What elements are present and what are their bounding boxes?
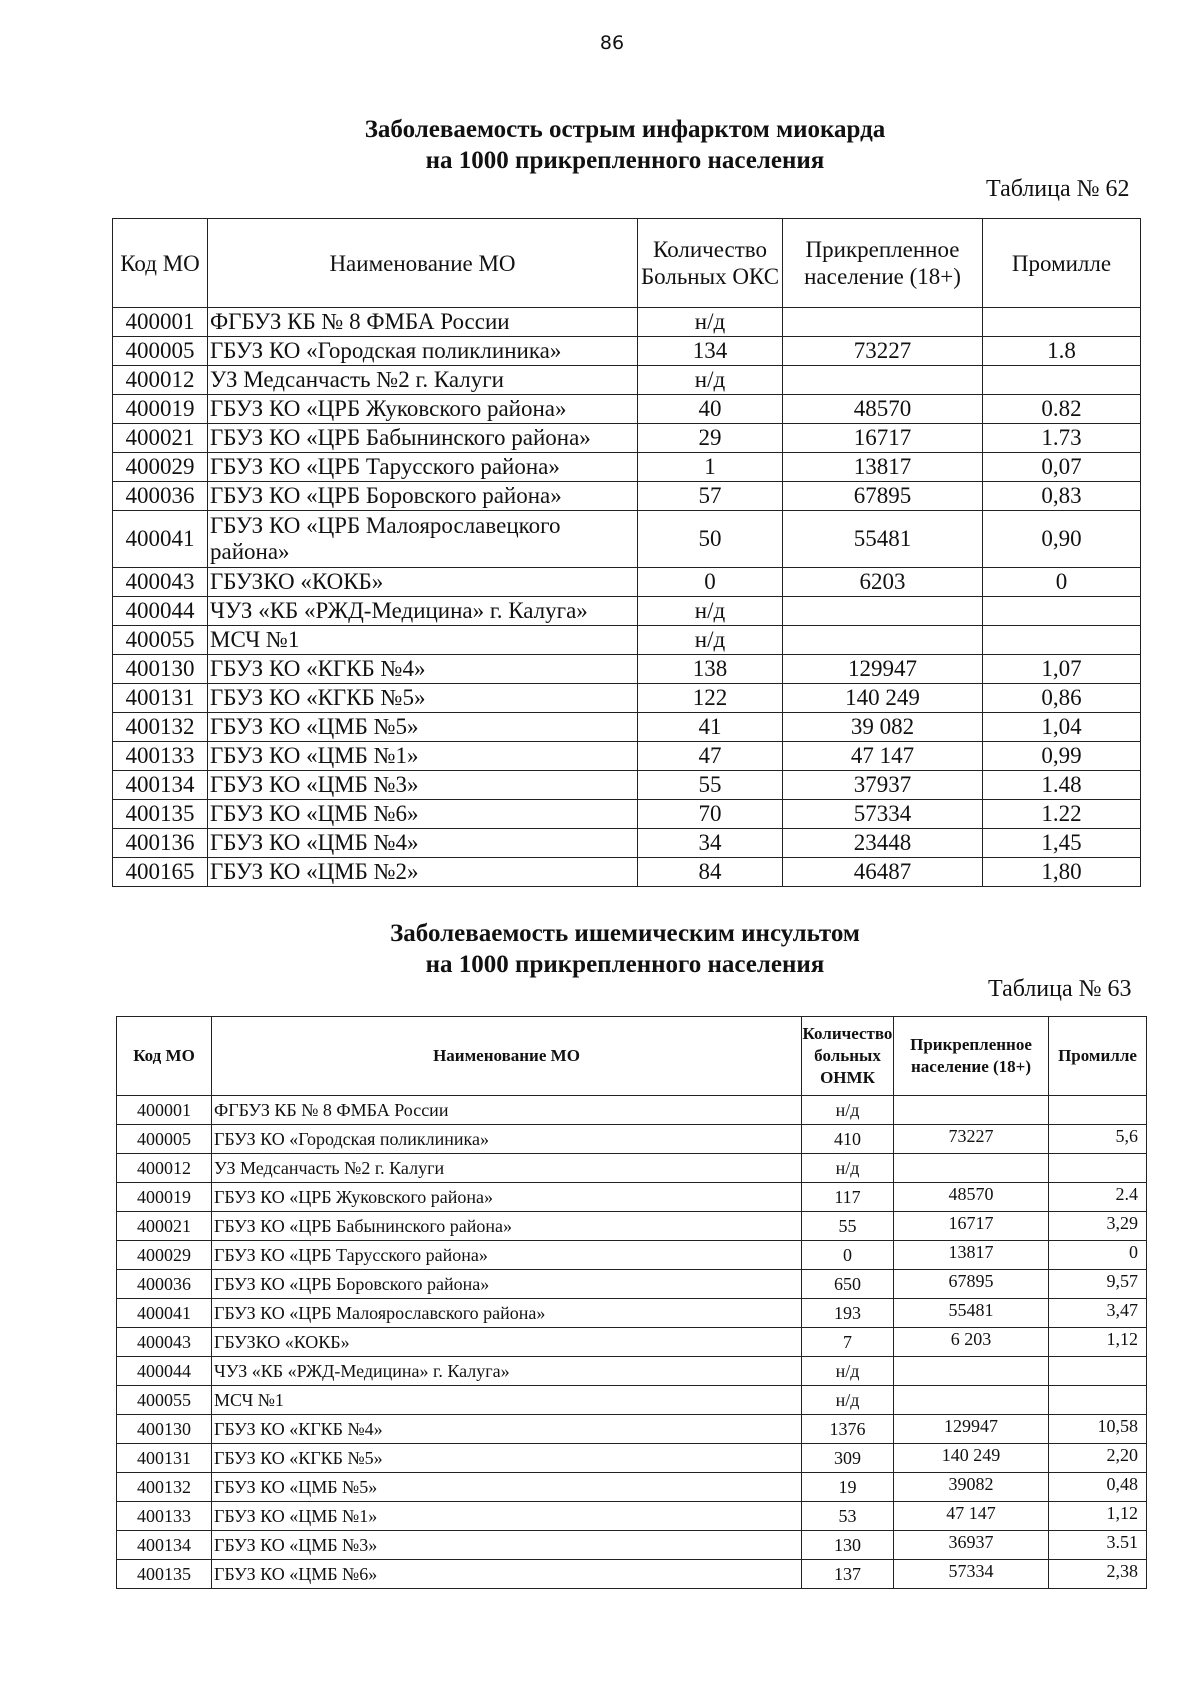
table-row: [117, 1299, 1147, 1328]
table62-header-row: [113, 219, 1141, 308]
cell-population: [894, 1096, 1049, 1125]
cell-count: 53: [802, 1502, 894, 1531]
cell-count: 130: [802, 1531, 894, 1560]
cell-population: 37937: [783, 771, 983, 800]
cell-count: 55: [802, 1212, 894, 1241]
table-row: [117, 1531, 1147, 1560]
cell-code: 400133: [113, 742, 208, 771]
cell-promille: [983, 626, 1141, 655]
cell-population: 48570: [783, 395, 983, 424]
cell-count: 40: [638, 395, 783, 424]
table63-title-line1: Заболеваемость ишемическим инсультом: [390, 920, 860, 947]
cell-promille: 9,57: [1049, 1270, 1147, 1299]
cell-promille: 5,6: [1049, 1125, 1147, 1154]
cell-count: 1376: [802, 1415, 894, 1444]
cell-count: н/д: [638, 308, 783, 337]
cell-promille: [983, 366, 1141, 395]
cell-population: 6 203: [894, 1328, 1049, 1357]
cell-code: 400005: [113, 337, 208, 366]
cell-count: 309: [802, 1444, 894, 1473]
cell-code: 400130: [113, 655, 208, 684]
cell-name: ГБУЗ КО «ЦРБ Бабынинского района»: [212, 1212, 802, 1241]
cell-code: 400036: [113, 482, 208, 511]
table-row: [113, 626, 1141, 655]
cell-name: ЧУЗ «КБ «РЖД-Медицина» г. Калуга»: [212, 1357, 802, 1386]
table-row: [113, 568, 1141, 597]
cell-promille: 10,58: [1049, 1415, 1147, 1444]
cell-code: 400019: [117, 1183, 212, 1212]
cell-promille: 1.73: [983, 424, 1141, 453]
cell-promille: 0: [1049, 1241, 1147, 1270]
cell-name: ГБУЗ КО «КГКБ №5»: [212, 1444, 802, 1473]
cell-code: 400043: [113, 568, 208, 597]
cell-name: ГБУЗ КО «ЦМБ №2»: [208, 858, 638, 887]
cell-name: ГБУЗ КО «ЦРБ Тарусского района»: [208, 453, 638, 482]
cell-code: 400036: [117, 1270, 212, 1299]
cell-count: 70: [638, 800, 783, 829]
cell-name: ЧУЗ «КБ «РЖД-Медицина» г. Калуга»: [208, 597, 638, 626]
cell-population: 47 147: [783, 742, 983, 771]
cell-count: 47: [638, 742, 783, 771]
cell-population: 48570: [894, 1183, 1049, 1212]
cell-code: 400055: [117, 1386, 212, 1415]
cell-population: 23448: [783, 829, 983, 858]
cell-count: 137: [802, 1560, 894, 1589]
table-row: [113, 655, 1141, 684]
table-row: [113, 337, 1141, 366]
cell-count: 29: [638, 424, 783, 453]
cell-population: 55481: [783, 511, 983, 568]
table63: [116, 1016, 1147, 1589]
table-row: [117, 1328, 1147, 1357]
cell-name: ГБУЗ КО «ЦРБ Тарусского района»: [212, 1241, 802, 1270]
cell-promille: 1,12: [1049, 1328, 1147, 1357]
cell-promille: 1,12: [1049, 1502, 1147, 1531]
cell-name: ФГБУЗ КБ № 8 ФМБА России: [212, 1096, 802, 1125]
cell-population: [783, 308, 983, 337]
table-row: [113, 800, 1141, 829]
header-count: Количество больных ОНМК: [802, 1017, 894, 1096]
cell-code: 400029: [113, 453, 208, 482]
cell-name: МСЧ №1: [208, 626, 638, 655]
table62-body: [113, 308, 1141, 887]
cell-name: ГБУЗ КО «ЦРБ Боровского района»: [208, 482, 638, 511]
cell-count: 55: [638, 771, 783, 800]
cell-count: 0: [802, 1241, 894, 1270]
header-population: Прикрепленное население (18+): [783, 219, 983, 308]
table62-title-line2: на 1000 прикрепленного населения: [425, 147, 825, 174]
cell-population: [894, 1386, 1049, 1415]
cell-promille: 1,07: [983, 655, 1141, 684]
cell-code: 400001: [117, 1096, 212, 1125]
table-row: [117, 1270, 1147, 1299]
table-row: [113, 482, 1141, 511]
cell-name: ГБУЗ КО «ЦРБ Жуковского района»: [212, 1183, 802, 1212]
table-row: [113, 684, 1141, 713]
cell-promille: 2,38: [1049, 1560, 1147, 1589]
table-row: [117, 1125, 1147, 1154]
cell-population: 57334: [783, 800, 983, 829]
cell-promille: 0.82: [983, 395, 1141, 424]
table63-label: Таблица № 63: [988, 976, 1132, 1002]
table62: [112, 218, 1141, 887]
cell-code: 400135: [113, 800, 208, 829]
cell-population: 39 082: [783, 713, 983, 742]
cell-promille: [1049, 1357, 1147, 1386]
table62-title: [0, 114, 1200, 176]
cell-name: ГБУЗ КО «ЦМБ №3»: [212, 1531, 802, 1560]
header-name: Наименование МО: [208, 219, 638, 308]
table-row: [113, 395, 1141, 424]
cell-promille: [1049, 1154, 1147, 1183]
cell-code: 400021: [113, 424, 208, 453]
table-row: [117, 1415, 1147, 1444]
page-number: 86: [599, 32, 625, 54]
cell-population: 129947: [894, 1415, 1049, 1444]
header-code: Код МО: [113, 219, 208, 308]
cell-name: УЗ Медсанчасть №2 г. Калуги: [208, 366, 638, 395]
cell-promille: 0,99: [983, 742, 1141, 771]
cell-count: н/д: [802, 1357, 894, 1386]
table-row: [113, 308, 1141, 337]
table-row: [117, 1183, 1147, 1212]
cell-code: 400132: [113, 713, 208, 742]
cell-code: 400041: [113, 511, 208, 568]
cell-count: 193: [802, 1299, 894, 1328]
cell-count: н/д: [802, 1154, 894, 1183]
cell-count: 41: [638, 713, 783, 742]
cell-name: ГБУЗ КО «ЦМБ №6»: [212, 1560, 802, 1589]
cell-count: 122: [638, 684, 783, 713]
cell-population: 55481: [894, 1299, 1049, 1328]
cell-promille: 0: [983, 568, 1141, 597]
cell-count: 1: [638, 453, 783, 482]
table63-title-line2: на 1000 прикрепленного населения: [425, 951, 825, 978]
header-promille: Промилле: [1049, 1017, 1147, 1096]
cell-population: [783, 597, 983, 626]
table-row: [113, 713, 1141, 742]
cell-promille: [983, 597, 1141, 626]
cell-name: ГБУЗ КО «ЦМБ №3»: [208, 771, 638, 800]
cell-count: 7: [802, 1328, 894, 1357]
cell-population: 67895: [783, 482, 983, 511]
cell-name: ГБУЗ КО «ЦРБ Боровского района»: [212, 1270, 802, 1299]
header-count: Количество Больных ОКС: [638, 219, 783, 308]
cell-count: 134: [638, 337, 783, 366]
cell-code: 400029: [117, 1241, 212, 1270]
table-row: [117, 1357, 1147, 1386]
cell-code: 400132: [117, 1473, 212, 1502]
cell-name: ГБУЗ КО «КГКБ №4»: [212, 1415, 802, 1444]
cell-population: 6203: [783, 568, 983, 597]
table-row: [117, 1473, 1147, 1502]
table-row: [113, 742, 1141, 771]
table-row: [113, 511, 1141, 568]
cell-name: ГБУЗ КО «ЦРБ Бабынинского района»: [208, 424, 638, 453]
table-row: [117, 1560, 1147, 1589]
header-population: Прикрепленное население (18+): [894, 1017, 1049, 1096]
cell-code: 400136: [113, 829, 208, 858]
table62-label: Таблица № 62: [986, 176, 1130, 202]
cell-code: 400012: [113, 366, 208, 395]
table-row: [117, 1241, 1147, 1270]
cell-name: ГБУЗ КО «ЦМБ №6»: [208, 800, 638, 829]
table-row: [117, 1386, 1147, 1415]
cell-count: н/д: [638, 366, 783, 395]
cell-promille: [983, 308, 1141, 337]
cell-population: [783, 366, 983, 395]
cell-name: ГБУЗ КО «ЦМБ №5»: [212, 1473, 802, 1502]
cell-population: 67895: [894, 1270, 1049, 1299]
table-row: [113, 858, 1141, 887]
table-row: [113, 829, 1141, 858]
cell-promille: 2,20: [1049, 1444, 1147, 1473]
header-promille: Промилле: [983, 219, 1141, 308]
cell-population: 129947: [783, 655, 983, 684]
cell-name: ГБУЗКО «КОКБ»: [208, 568, 638, 597]
cell-code: 400165: [113, 858, 208, 887]
cell-population: 13817: [783, 453, 983, 482]
cell-code: 400135: [117, 1560, 212, 1589]
cell-name: ГБУЗ КО «ЦМБ №1»: [208, 742, 638, 771]
cell-population: 140 249: [783, 684, 983, 713]
cell-promille: 1.22: [983, 800, 1141, 829]
cell-population: 36937: [894, 1531, 1049, 1560]
table-row: [117, 1502, 1147, 1531]
cell-population: 140 249: [894, 1444, 1049, 1473]
cell-name: ГБУЗ КО «ЦРБ Жуковского района»: [208, 395, 638, 424]
cell-name: ГБУЗКО «КОКБ»: [212, 1328, 802, 1357]
table-row: [113, 453, 1141, 482]
table-row: [113, 771, 1141, 800]
cell-promille: 1.48: [983, 771, 1141, 800]
cell-count: 57: [638, 482, 783, 511]
cell-promille: 2.4: [1049, 1183, 1147, 1212]
table-row: [117, 1444, 1147, 1473]
cell-code: 400044: [117, 1357, 212, 1386]
cell-count: 50: [638, 511, 783, 568]
cell-code: 400021: [117, 1212, 212, 1241]
cell-promille: 3.51: [1049, 1531, 1147, 1560]
cell-promille: 1,04: [983, 713, 1141, 742]
cell-count: 19: [802, 1473, 894, 1502]
table-row: [117, 1096, 1147, 1125]
header-code: Код МО: [117, 1017, 212, 1096]
table-row: [113, 597, 1141, 626]
cell-name: ГБУЗ КО «ЦРБ Малоярославского района»: [212, 1299, 802, 1328]
cell-name: ФГБУЗ КБ № 8 ФМБА России: [208, 308, 638, 337]
cell-promille: 0,48: [1049, 1473, 1147, 1502]
cell-promille: 0,90: [983, 511, 1141, 568]
cell-count: н/д: [802, 1096, 894, 1125]
cell-count: н/д: [802, 1386, 894, 1415]
table-row: [113, 424, 1141, 453]
cell-promille: 1,45: [983, 829, 1141, 858]
cell-name: УЗ Медсанчасть №2 г. Калуги: [212, 1154, 802, 1183]
cell-name: ГБУЗ КО «ЦМБ №5»: [208, 713, 638, 742]
table-row: [117, 1212, 1147, 1241]
cell-code: 400043: [117, 1328, 212, 1357]
cell-population: 39082: [894, 1473, 1049, 1502]
cell-count: 138: [638, 655, 783, 684]
cell-count: н/д: [638, 597, 783, 626]
cell-name: ГБУЗ КО «Городская поликлиника»: [208, 337, 638, 366]
cell-population: 16717: [783, 424, 983, 453]
cell-population: [894, 1357, 1049, 1386]
cell-population: 57334: [894, 1560, 1049, 1589]
cell-promille: 0,07: [983, 453, 1141, 482]
cell-code: 400133: [117, 1502, 212, 1531]
cell-population: 13817: [894, 1241, 1049, 1270]
header-name: Наименование МО: [212, 1017, 802, 1096]
cell-code: 400012: [117, 1154, 212, 1183]
cell-promille: 3,47: [1049, 1299, 1147, 1328]
cell-population: 16717: [894, 1212, 1049, 1241]
cell-code: 400131: [117, 1444, 212, 1473]
cell-name: ГБУЗ КО «КГКБ №4»: [208, 655, 638, 684]
cell-count: 84: [638, 858, 783, 887]
cell-name: ГБУЗ КО «КГКБ №5»: [208, 684, 638, 713]
cell-promille: 0,83: [983, 482, 1141, 511]
table63-title: [0, 918, 1200, 980]
cell-code: 400130: [117, 1415, 212, 1444]
table63-body: [117, 1096, 1147, 1589]
cell-promille: 1.8: [983, 337, 1141, 366]
cell-code: 400001: [113, 308, 208, 337]
cell-name: МСЧ №1: [212, 1386, 802, 1415]
cell-promille: [1049, 1386, 1147, 1415]
table-row: [113, 366, 1141, 395]
cell-promille: 0,86: [983, 684, 1141, 713]
cell-population: 46487: [783, 858, 983, 887]
table-row: [117, 1154, 1147, 1183]
cell-code: 400134: [117, 1531, 212, 1560]
cell-count: 117: [802, 1183, 894, 1212]
cell-name: ГБУЗ КО «Городская поликлиника»: [212, 1125, 802, 1154]
cell-count: 410: [802, 1125, 894, 1154]
cell-count: 0: [638, 568, 783, 597]
cell-code: 400019: [113, 395, 208, 424]
cell-code: 400055: [113, 626, 208, 655]
cell-code: 400134: [113, 771, 208, 800]
table62-title-line1: Заболеваемость острым инфарктом миокарда: [364, 116, 886, 143]
cell-population: 73227: [783, 337, 983, 366]
cell-code: 400005: [117, 1125, 212, 1154]
cell-code: 400131: [113, 684, 208, 713]
cell-name: ГБУЗ КО «ЦМБ №4»: [208, 829, 638, 858]
cell-promille: [1049, 1096, 1147, 1125]
cell-population: [894, 1154, 1049, 1183]
cell-population: 73227: [894, 1125, 1049, 1154]
cell-name: ГБУЗ КО «ЦРБ Малоярославецкого района»: [208, 511, 638, 568]
cell-count: 650: [802, 1270, 894, 1299]
cell-promille: 1,80: [983, 858, 1141, 887]
table63-header-row: [117, 1017, 1147, 1096]
cell-count: 34: [638, 829, 783, 858]
cell-name: ГБУЗ КО «ЦМБ №1»: [212, 1502, 802, 1531]
cell-population: [783, 626, 983, 655]
cell-count: н/д: [638, 626, 783, 655]
cell-code: 400041: [117, 1299, 212, 1328]
cell-code: 400044: [113, 597, 208, 626]
cell-promille: 3,29: [1049, 1212, 1147, 1241]
cell-population: 47 147: [894, 1502, 1049, 1531]
